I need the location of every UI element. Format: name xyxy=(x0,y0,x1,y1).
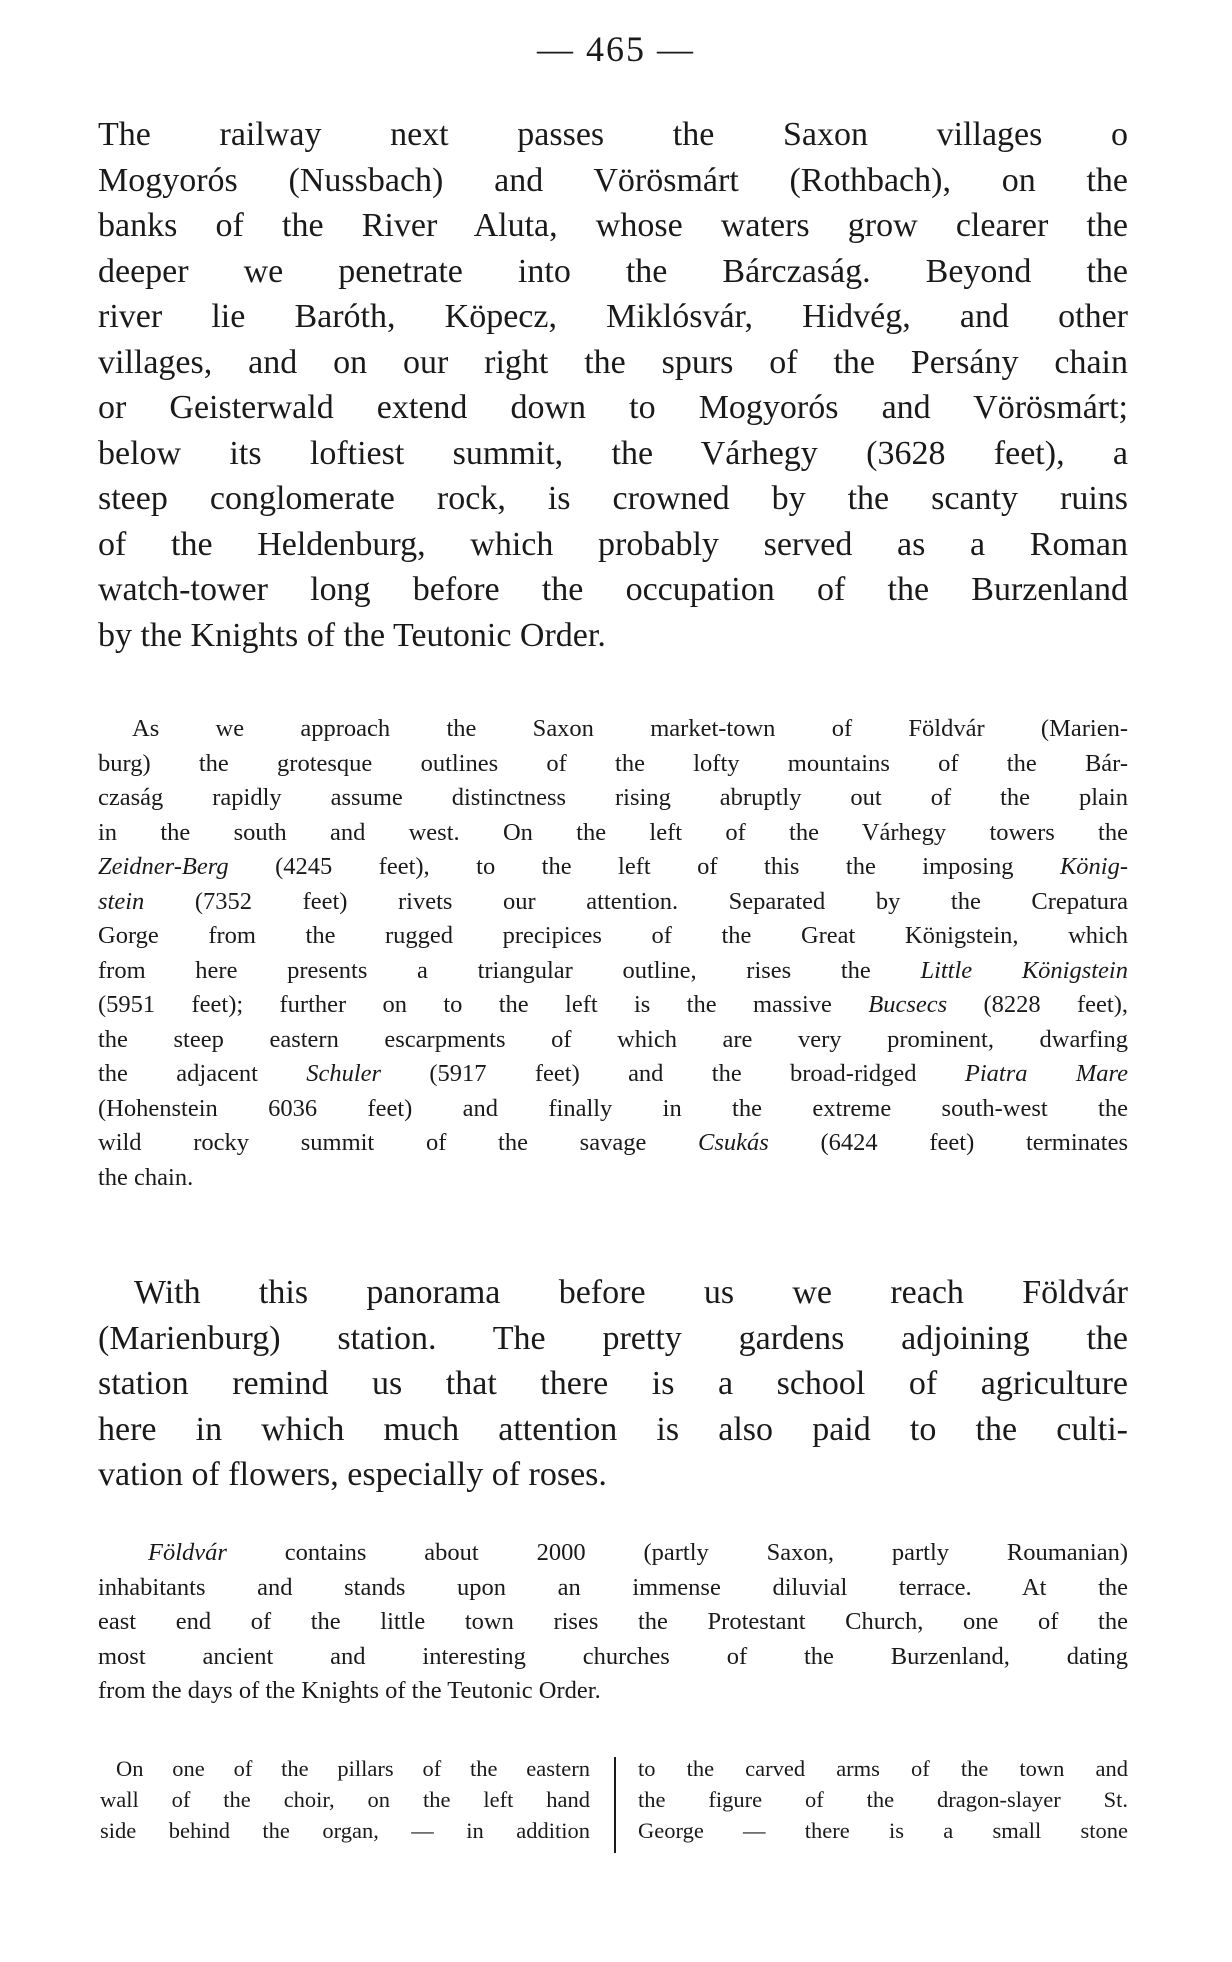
text-run: the adjacent xyxy=(98,1060,307,1087)
text-line xyxy=(98,1536,1128,1571)
text-run: (8228 feet), xyxy=(947,991,1128,1018)
right-column xyxy=(638,1753,1128,1846)
text-line: here in which much attention is also paid to the culti- xyxy=(98,1410,1128,1448)
text-line: banks of the River Aluta, whose waters grow clearer the xyxy=(98,207,1128,244)
paragraph-panorama xyxy=(98,1270,1128,1498)
text-line: side behind the organ, — in addition xyxy=(100,1818,590,1843)
text-line: from the days of the Knights of the Teutonic Order. xyxy=(98,1677,601,1704)
text-line: of the Heldenburg, which probably served as a Roman xyxy=(98,525,1128,563)
place-name: Little Königstein xyxy=(920,956,1128,984)
place-name: Csukás xyxy=(698,1129,769,1156)
text-line: in the south and west. On the left of the Várhegy towers the xyxy=(98,818,1128,846)
text-line: watch-tower long before the occupation of the Burzenland xyxy=(98,571,1128,608)
text-line: burg) the grotesque outlines of the lofty mountains of the Bár- xyxy=(98,749,1128,777)
text-line: below its loftiest summit, the Várhegy (3628 feet), a xyxy=(98,434,1128,472)
text-line: With this panorama before us we reach Földvár xyxy=(134,1274,1128,1311)
text-line: (Hohenstein 6036 feet) and finally in the extreme south-west the xyxy=(98,1094,1128,1122)
text-line: inhabitants and stands upon an immense diluvial terrace. At the xyxy=(98,1573,1128,1601)
text-line: Gorge from the rugged precipices of the Great Königstein, which xyxy=(98,922,1128,949)
text-line xyxy=(98,850,1128,885)
place-name: König- xyxy=(1059,853,1128,880)
text-line: (Marienburg) station. The pretty gardens adjoining the xyxy=(98,1319,1128,1357)
place-name: Földvár xyxy=(148,1539,227,1566)
place-name: Bucsecs xyxy=(868,991,948,1018)
place-name: Piatra Mare xyxy=(964,1060,1128,1087)
text-line xyxy=(98,954,1128,989)
text-line xyxy=(98,1057,1128,1092)
text-line: most ancient and interesting churches of the Burzenland, dating xyxy=(98,1642,1128,1670)
text-line: czaság rapidly assume distinctness rising abruptly out of the plain xyxy=(98,784,1128,811)
text-line: As we approach the Saxon market-town of Földvár (Marien- xyxy=(132,715,1128,742)
text-run: wild rocky summit of the savage xyxy=(98,1129,699,1156)
text-line: Mogyorós (Nussbach) and Vörösmárt (Rothbach), on the xyxy=(98,161,1128,199)
text-line: east end of the little town rises the Protestant Church, one of the xyxy=(98,1608,1128,1635)
text-run: (7352 feet) rivets our attention. Separated by the Crepatura xyxy=(144,887,1128,915)
text-line: by the Knights of the Teutonic Order. xyxy=(98,616,606,654)
text-line: the chain. xyxy=(98,1163,194,1191)
place-name: Schuler xyxy=(306,1060,382,1087)
text-line: or Geisterwald extend down to Mogyorós and Vörösmárt; xyxy=(98,389,1128,426)
text-line: George — there is a small stone xyxy=(638,1818,1128,1843)
text-run: contains about 2000 (partly Saxon, partly Roumanian) xyxy=(226,1539,1128,1566)
place-name: Zeidner-Berg xyxy=(98,853,229,880)
text-run: (6424 feet) terminates xyxy=(768,1129,1128,1156)
column-divider xyxy=(614,1757,616,1853)
text-line: to the carved arms of the town and xyxy=(638,1756,1128,1781)
text-run: (5917 feet) and the broad-ridged xyxy=(381,1060,965,1087)
text-line: river lie Baróth, Köpecz, Miklósvár, Hidvég, and other xyxy=(98,298,1128,335)
text-line xyxy=(98,1126,1128,1161)
paragraph-foldvar-approach xyxy=(98,712,1128,1195)
text-line: station remind us that there is a school of agriculture xyxy=(98,1365,1128,1402)
paragraph-foldvar-town xyxy=(98,1536,1128,1709)
text-line: the figure of the dragon-slayer St. xyxy=(638,1787,1128,1812)
text-line: wall of the choir, on the left hand xyxy=(100,1787,590,1812)
text-line: The railway next passes the Saxon villages o xyxy=(98,116,1128,153)
text-line: deeper we penetrate into the Bárczaság. Beyond the xyxy=(98,252,1128,290)
left-column xyxy=(100,1753,590,1846)
text-line: the steep eastern escarpments of which are very prominent, dwarfing xyxy=(98,1025,1128,1053)
page-number: — 465 — xyxy=(537,29,695,69)
text-line: villages, and on our right the spurs of the Persány chain xyxy=(98,343,1128,381)
text-line: vation of flowers, especially of roses. xyxy=(98,1456,607,1493)
place-name: stein xyxy=(98,887,145,915)
text-run: (4245 feet), to the left of this the imposing xyxy=(228,853,1060,880)
paragraph-railway xyxy=(98,112,1128,658)
text-line xyxy=(98,988,1128,1023)
text-line: On one of the pillars of the eastern xyxy=(116,1756,590,1781)
text-run: from here presents a triangular outline, rises the xyxy=(98,956,921,984)
text-line xyxy=(98,885,1128,920)
text-run: (5951 feet); further on to the left is the massive xyxy=(98,991,869,1018)
text-line: steep conglomerate rock, is crowned by the scanty ruins xyxy=(98,480,1128,517)
